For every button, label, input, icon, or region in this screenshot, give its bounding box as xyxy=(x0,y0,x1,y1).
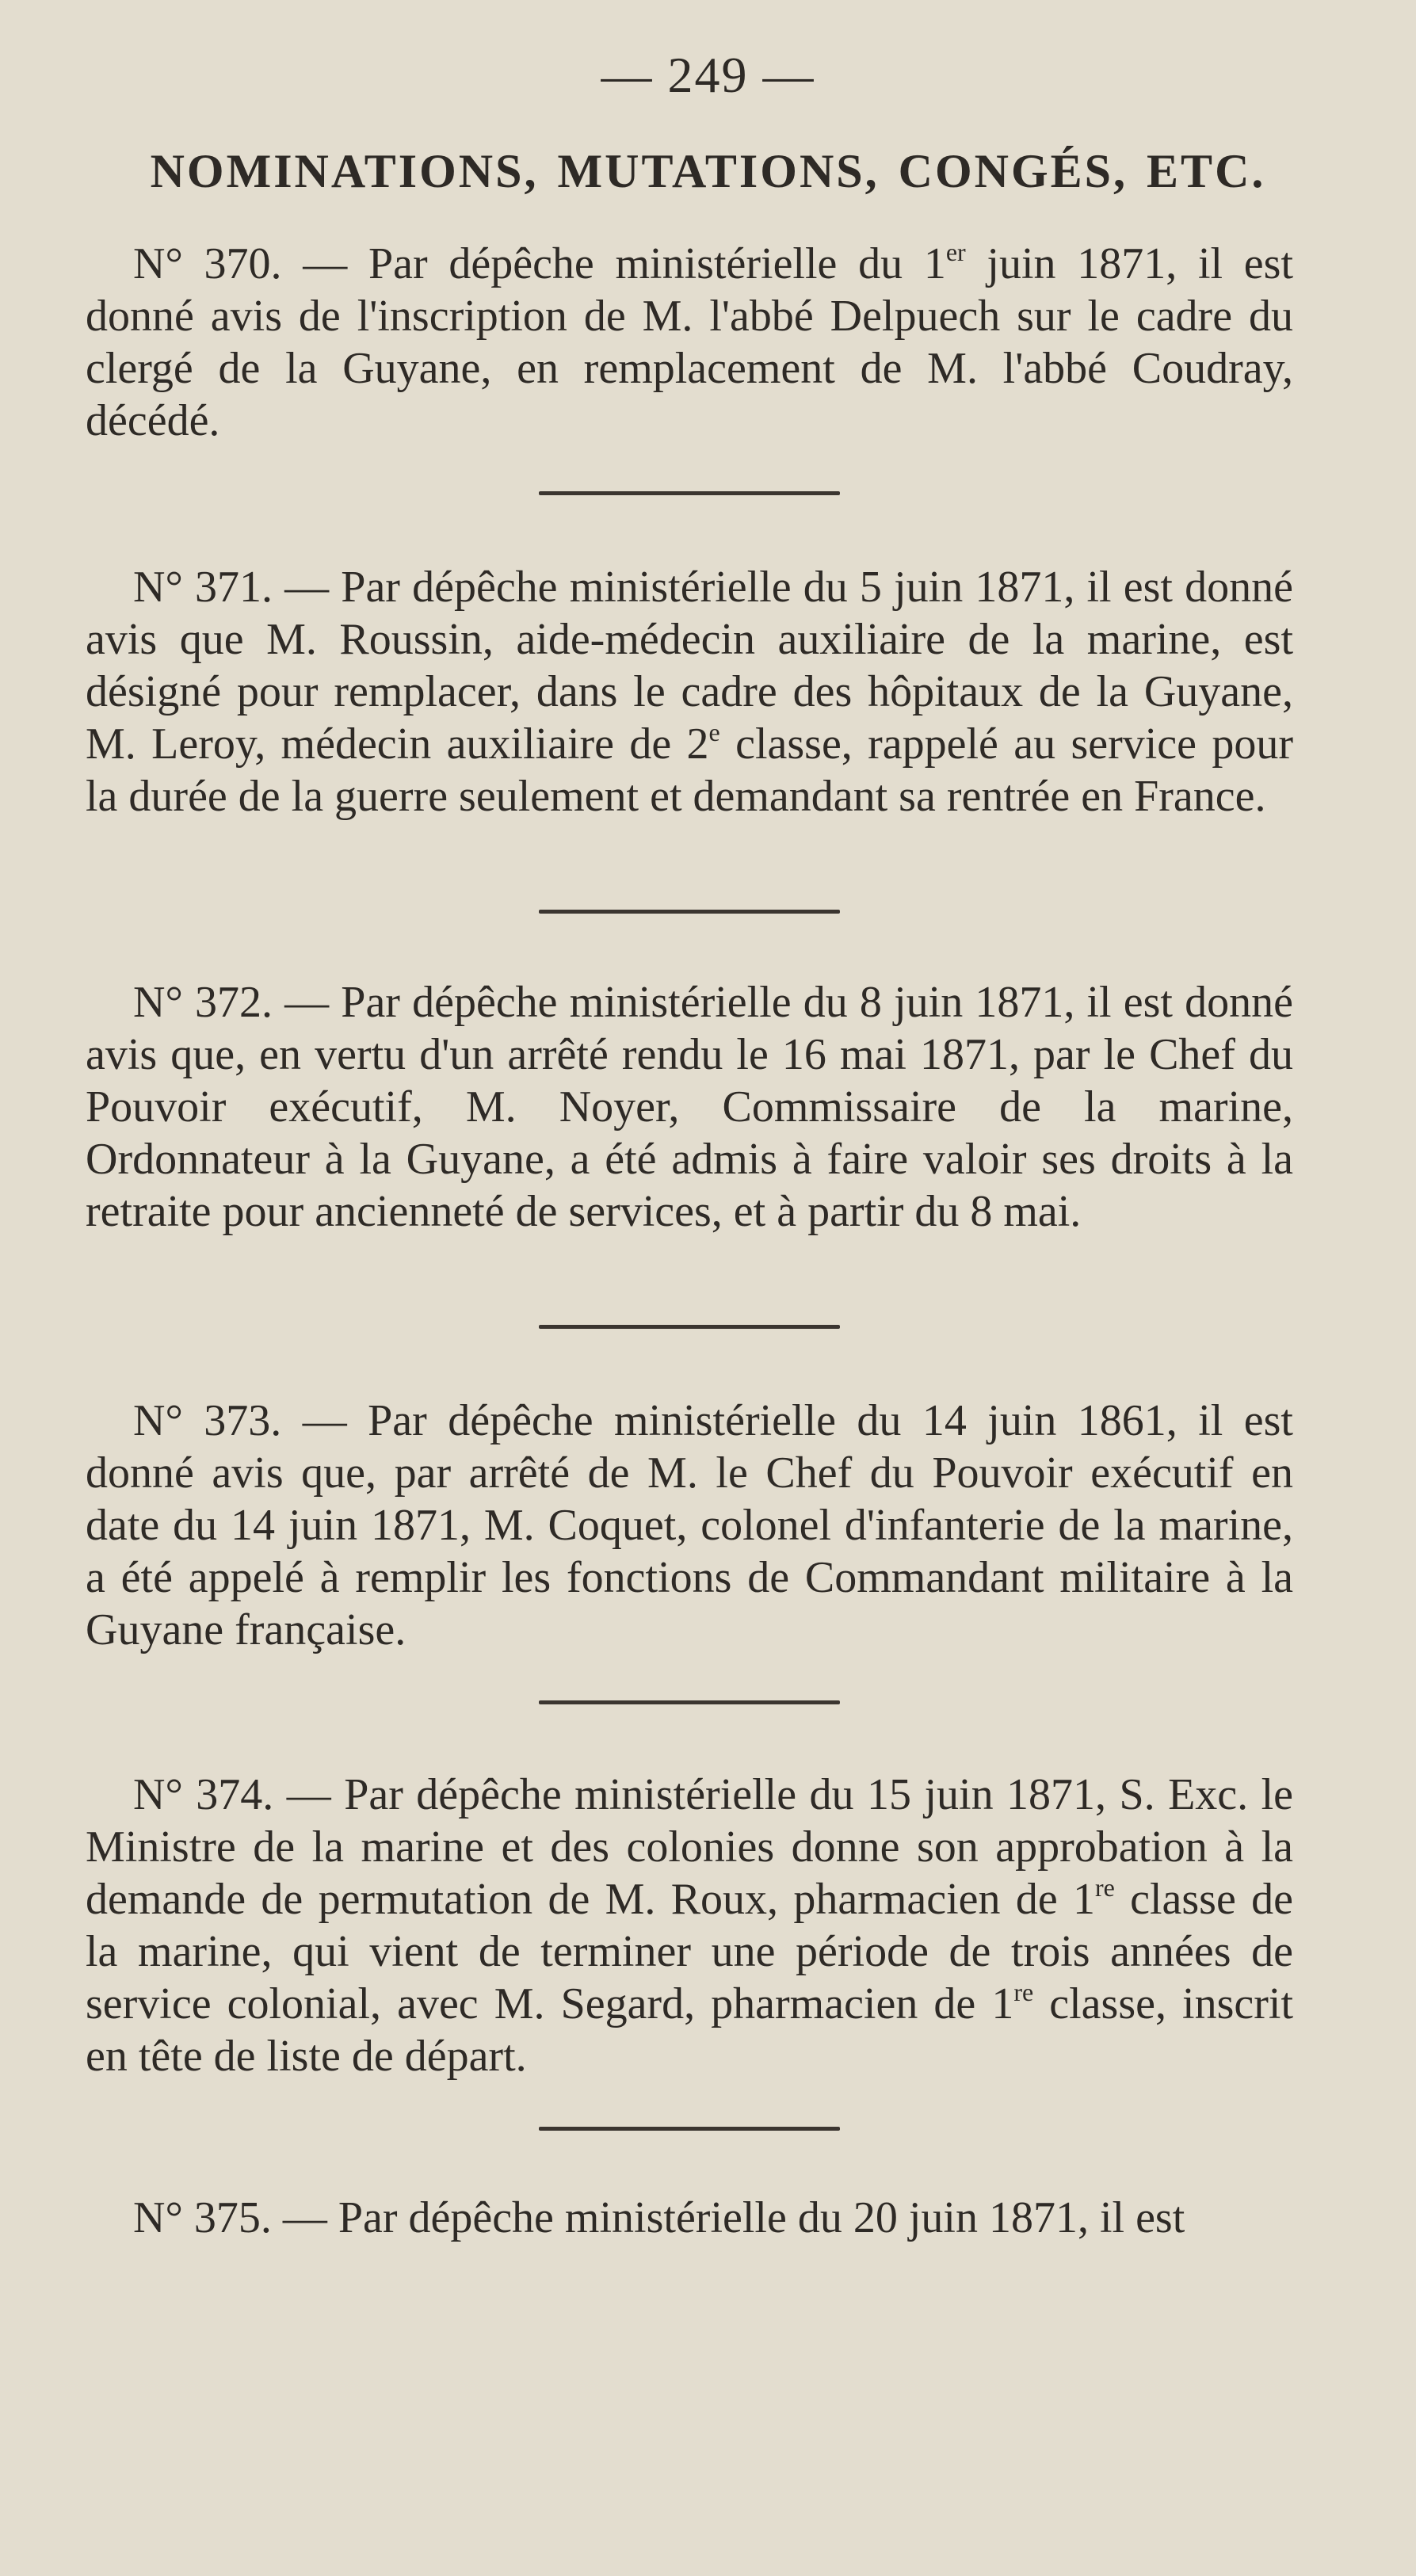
ordinal-superscript: re xyxy=(1094,1873,1115,1902)
entry-375 xyxy=(86,2192,1293,2244)
entry-text-continued: classe, rappelé au service pour la durée de la guerre seulement et demandant sa rentrée en France. xyxy=(86,719,1293,821)
entry-text: — Par dépêche ministérielle du 1 xyxy=(303,239,946,288)
entry-text-continued: classe de la marine, qui vient de terminer une période de trois années de service colonial, avec M. Segard, pharmacien de 1 xyxy=(86,1875,1293,2028)
ordinal-superscript: er xyxy=(945,238,966,266)
entry-373 xyxy=(86,1395,1293,1656)
ordinal-superscript: re xyxy=(1013,1978,1034,2006)
entry-number: N° 374. xyxy=(133,1770,274,1819)
entry-number: N° 375. xyxy=(133,2193,272,2242)
entry-370 xyxy=(86,238,1293,447)
entry-text-continued: classe, inscrit en tête de liste de départ. xyxy=(86,1979,1294,2081)
entry-number: N° 372. xyxy=(133,978,273,1027)
entry-374 xyxy=(86,1769,1293,2082)
entry-372 xyxy=(86,976,1293,1238)
separator-rule xyxy=(539,910,840,914)
separator-rule xyxy=(539,2127,840,2131)
entry-number: N° 371. xyxy=(133,563,273,612)
ordinal-superscript: e xyxy=(708,718,720,746)
entry-text: — Par dépêche ministérielle du 15 juin 1871, S. Exc. le Ministre de la marine et des colonies donne son approbation à la demande de permutation de M. Roux, pharmacien de 1 xyxy=(86,1770,1293,1924)
entry-text: — Par dépêche ministérielle du 5 juin 1871, il est donné avis que M. Roussin, aide-médecin auxiliaire de la marine, est désigné pour remplacer, dans le cadre des hôpitaux de la Guyane, M. Leroy, médecin auxiliaire de 2 xyxy=(86,563,1293,769)
entry-number: N° 370. xyxy=(133,239,282,288)
separator-rule xyxy=(539,1325,840,1329)
separator-rule xyxy=(539,491,840,495)
page-number: — 249 — xyxy=(601,47,815,103)
entry-371 xyxy=(86,561,1293,822)
entry-text: — Par dépêche ministérielle du 14 juin 1861, il est donné avis que, par arrêté de M. le Chef du Pouvoir exécutif en date du 14 juin 1871, M. Coquet, colonel d'infanterie de la marine, a été appelé à remplir les fonctions de Commandant militaire à la Guyane française. xyxy=(86,1396,1293,1654)
entry-text-continued: juin 1871, il est donné avis de l'inscription de M. l'abbé Delpuech sur le cadre du clergé de la Guyane, en remplacement de M. l'abbé Coudray, décédé. xyxy=(86,239,1293,445)
entry-text: — Par dépêche ministérielle du 8 juin 1871, il est donné avis que, en vertu d'un arrêté rendu le 16 mai 1871, par le Chef du Pouvoir exécutif, M. Noyer, Commissaire de la marine, Ordonnateur à la Guyane, a été admis à faire valoir ses droits à la retraite pour ancienneté de services, et à partir du 8 mai. xyxy=(86,978,1293,1236)
section-title: NOMINATIONS, MUTATIONS, CONGÉS, ETC. xyxy=(150,145,1266,197)
separator-rule xyxy=(539,1700,840,1704)
entry-text: — Par dépêche ministérielle du 20 juin 1871, il est xyxy=(282,2193,1185,2242)
entry-number: N° 373. xyxy=(133,1396,282,1445)
